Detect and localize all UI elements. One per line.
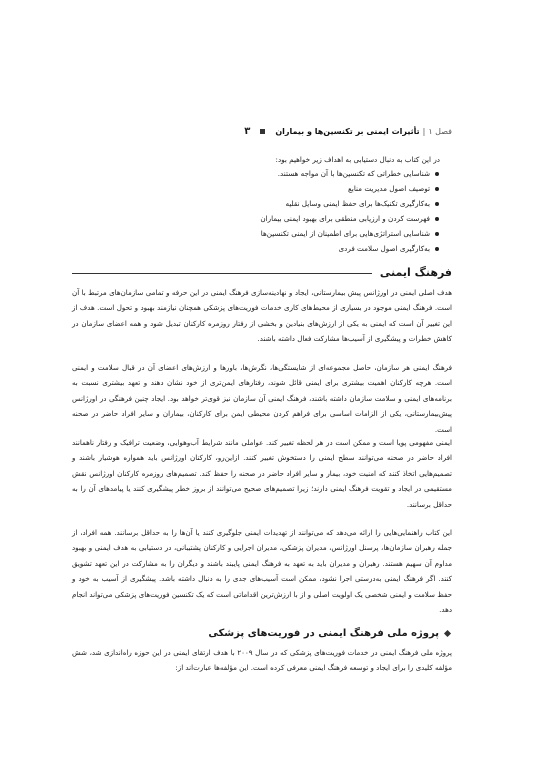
list-item: به‌کارگیری اصول سلامت فردی <box>90 241 440 256</box>
square-marker-icon <box>260 129 265 134</box>
section-title: فرهنگ ایمنی <box>379 265 452 279</box>
objectives-list <box>90 166 440 257</box>
list-item: شناسایی استراتژی‌هایی برای اطمینان از ایمنی تکنسین‌ها <box>90 226 440 241</box>
list-item: فهرست کردن و ارزیابی منطقی برای بهبود ایمنی بیماران <box>90 211 440 226</box>
paragraph: فرهنگ ایمنی هر سازمان، حاصل مجموعه‌ای از شایستگی‌ها، نگرش‌ها، باورها و ارزش‌های اعضای آن در قبال سلامت و ایمنی است. هرچه کارکنان اهمیت بیشتری برای ایمنی قائل شوند، رفتارهای ایمن‌تری از خود نشان دهند و تعهد بیشتری نسبت به برنامه‌های ایمنی و سلامت سازمان داشته باشند، فرهنگ ایمنی آن سازمان نیز قوی‌تر خواهد بود. ایجاد چنین فرهنگی در اورژانس پیش‌بیمارستانی، یکی از الزامات اساسی برای فراهم کردن محیطی ایمن برای کارکنان، بیماران و سایر افراد حاضر در صحنه است. <box>72 363 452 434</box>
chapter-title: تأثیرات ایمنی بر تکنسین‌ها و بیماران <box>275 126 420 136</box>
intro-lead: در این کتاب به دنبال دستیابی به اهداف زیر خواهیم بود: <box>275 155 440 164</box>
chapter-label: فصل ۱ <box>428 126 452 136</box>
paragraph: پروژه ملی فرهنگ ایمنی در خدمات فوریت‌های پزشکی که در سال ۲۰۰۹ با هدف ارتقای ایمنی در این حوزه راه‌اندازی شد، شش مؤلفه کلیدی را برای ایجاد و توسعه فرهنگ ایمنی معرفی کرده است. این مؤلفه‌ها عبارت‌اند از: <box>72 648 452 673</box>
list-item: شناسایی خطراتی که تکنسین‌ها با آن مواجه هستند. <box>90 166 440 181</box>
list-item: به‌کارگیری تکنیک‌ها برای حفظ ایمنی وسایل نقلیه <box>90 196 440 211</box>
subsection-heading <box>72 628 452 639</box>
list-item: توصیف اصول مدیریت منابع <box>90 181 440 196</box>
subsection-title: پروژه ملی فرهنگ ایمنی در فوریت‌های پزشکی <box>208 628 439 639</box>
paragraph: ایمنی مفهومی پویا است و ممکن است در هر لحظه تغییر کند. عواملی مانند شرایط آب‌وهوایی، وضعیت ترافیک و رفتار ناهمانند افراد حاضر در صحنه می‌توانند سطح ایمنی را دستخوش تغییر کنند. ازاین‌رو، کارکنان اورژانس باید همواره هوشیار باشند و تصمیم‌هایی اتخاذ کنند که امنیت خود، بیمار و سایر افراد حاضر در صحنه را حفظ کند. تصمیم‌های روزمره کارکنان اورژانس نقش مستقیمی در ایجاد و تقویت فرهنگ ایمنی دارند؛ زیرا تصمیم‌های صحیح می‌توانند از بروز خطر پیشگیری کنند یا پیامدهای آن را به حداقل برسانند. <box>72 438 452 509</box>
page-number: ۳ <box>244 125 251 137</box>
header-separator: | <box>422 126 426 136</box>
diamond-bullet-icon <box>444 630 451 637</box>
section-heading <box>72 264 452 280</box>
book-page <box>72 0 452 768</box>
heading-rule <box>72 273 372 274</box>
paragraph: این کتاب راهنمایی‌هایی را ارائه می‌دهد که می‌توانند از تهدیدات ایمنی جلوگیری کنند یا آن‌ها را به حداقل برسانند. همه افراد، از جمله رهبران سازمان‌ها، پرسنل اورژانس، مدیران پزشکی، مدیران اجرایی و کارکنان پشتیبانی، در دستیابی به هدف ایمنی و بهبود مداوم آن سهیم هستند. رهبران و مدیران باید به تعهد به فرهنگ ایمنی پایبند باشند و دیگران را به مشارکت در این تعهد تشویق کنند. اگر فرهنگ ایمنی به‌درستی اجرا نشود، ممکن است آسیب‌های جدی را به دنبال داشته باشد. پیشگیری از آسیب به خود و حفظ سلامت و ایمنی شخصی یک اولویت اصلی و از با ارزش‌ترین اقداماتی است که یک تکنسین فوریت‌های پزشکی می‌تواند انجام دهد. <box>72 528 452 615</box>
running-header <box>72 124 452 138</box>
paragraph: هدف اصلی ایمنی در اورژانس پیش بیمارستانی، ایجاد و نهادینه‌سازی فرهنگ ایمنی در این حرفه و تمامی سازمان‌های مرتبط با آن است. فرهنگ ایمنی موجود در بسیاری از محیط‌های کاری خدمات فوریت‌های پزشکی همچنان نیازمند بهبود و تحول است. هدف از این تغییر آن است که ایمنی به یکی از ارزش‌های بنیادین و بخشی از رفتار روزمره کارکنان تبدیل شود و همه اعضای سازمان در کاهش خطرات و پیشگیری از آسیب‌ها مشارکت فعال داشته باشند. <box>72 288 452 344</box>
